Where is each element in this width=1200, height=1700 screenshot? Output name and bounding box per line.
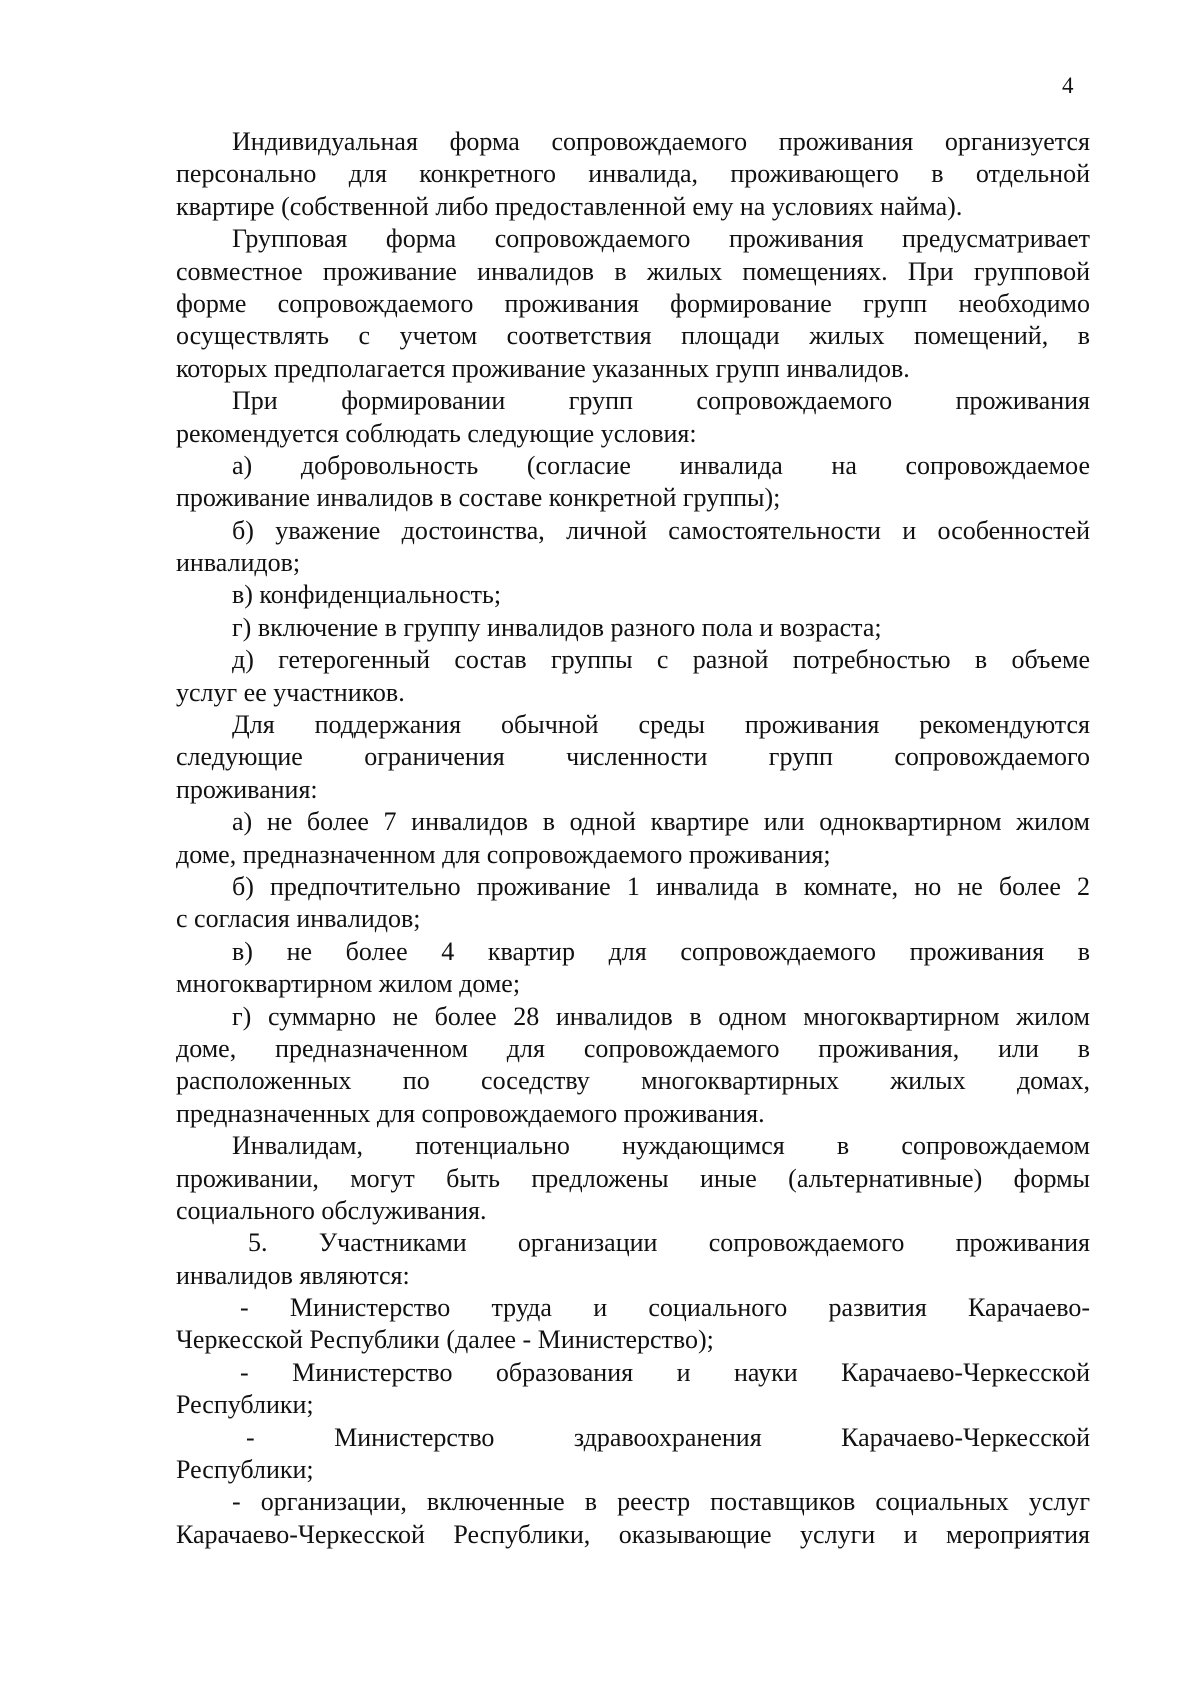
text-line: проживании, могут быть предложены иные (альтернативные) формы: [176, 1163, 1090, 1193]
page-number: 4: [1062, 73, 1074, 98]
text-line: г) суммарно не более 28 инвалидов в одном многоквартирном жилом: [232, 1001, 1090, 1031]
text-line: услуг ее участников.: [176, 677, 405, 707]
text-line: г) включение в группу инвалидов разного пола и возраста;: [232, 612, 882, 642]
text-line: рекомендуется соблюдать следующие условия:: [176, 418, 697, 448]
text-line: в) конфиденциальность;: [232, 580, 502, 610]
text-line: Индивидуальная форма сопровождаемого проживания организуется: [232, 127, 1090, 156]
text-line: проживания:: [176, 774, 318, 804]
text-line: а) не более 7 инвалидов в одной квартире или одноквартирном жилом: [232, 807, 1090, 837]
text-line: проживание инвалидов в составе конкретной группы);: [176, 483, 781, 513]
text-line: расположенных по соседству многоквартирных жилых домах,: [176, 1066, 1090, 1096]
text-line: социального обслуживания.: [176, 1195, 487, 1225]
text-line: многоквартирном жилом доме;: [176, 969, 521, 999]
text-line: д) гетерогенный состав группы с разной потребностью в объеме: [232, 645, 1090, 675]
text-line: Республики;: [176, 1390, 314, 1420]
text-line: Для поддержания обычной среды проживания рекомендуются: [232, 710, 1090, 740]
text-line: следующие ограничения численности групп сопровождаемого: [176, 742, 1090, 772]
text-line: совместное проживание инвалидов в жилых помещениях. При групповой: [176, 256, 1090, 286]
text-line: квартире (собственной либо предоставленной ему на условиях найма).: [176, 191, 963, 221]
text-line: доме, предназначенном для сопровождаемого проживания;: [176, 839, 831, 869]
text-line: Карачаево-Черкесской Республики, оказывающие услуги и мероприятия: [176, 1519, 1090, 1549]
document-body: [176, 126, 1090, 1551]
text-line: б) предпочтительно проживание 1 инвалида в комнате, но не более 2: [232, 871, 1090, 901]
text-line: Черкесской Республики (далее - Министерство);: [176, 1325, 714, 1355]
text-line: Республики;: [176, 1455, 314, 1485]
text-line: в) не более 4 квартир для сопровождаемого проживания в: [232, 936, 1090, 966]
text-line: доме, предназначенном для сопровождаемого проживания, или в: [176, 1033, 1090, 1063]
text-line: - Министерство образования и науки Карачаево-Черкесской: [240, 1357, 1090, 1387]
text-line: - Министерство труда и социального развития Карачаево-: [240, 1293, 1090, 1323]
text-line: осуществлять с учетом соответствия площади жилых помещений, в: [176, 321, 1090, 351]
text-line: инвалидов;: [176, 548, 301, 578]
text-line: персонально для конкретного инвалида, проживающего в отдельной: [176, 159, 1090, 189]
text-line: Инвалидам, потенциально нуждающимся в сопровождаемом: [232, 1131, 1090, 1161]
text-line: - организации, включенные в реестр поставщиков социальных услуг: [232, 1487, 1090, 1517]
text-line: а) добровольность (согласие инвалида на сопровождаемое: [232, 450, 1090, 480]
text-line: При формировании групп сопровождаемого проживания: [232, 386, 1090, 416]
text-line: предназначенных для сопровождаемого проживания.: [176, 1098, 765, 1128]
text-line: которых предполагается проживание указанных групп инвалидов.: [176, 353, 910, 383]
text-line: инвалидов являются:: [176, 1260, 410, 1290]
text-line: форме сопровождаемого проживания формирование групп необходимо: [176, 288, 1090, 318]
text-line: Групповая форма сопровождаемого проживания предусматривает: [232, 224, 1090, 254]
text-line: с согласия инвалидов;: [176, 904, 421, 934]
text-line: - Министерство здравоохранения Карачаево-Черкесской: [246, 1422, 1090, 1452]
text-line: б) уважение достоинства, личной самостоятельности и особенностей: [232, 515, 1090, 545]
text-line: 5. Участниками организации сопровождаемого проживания: [248, 1228, 1090, 1258]
